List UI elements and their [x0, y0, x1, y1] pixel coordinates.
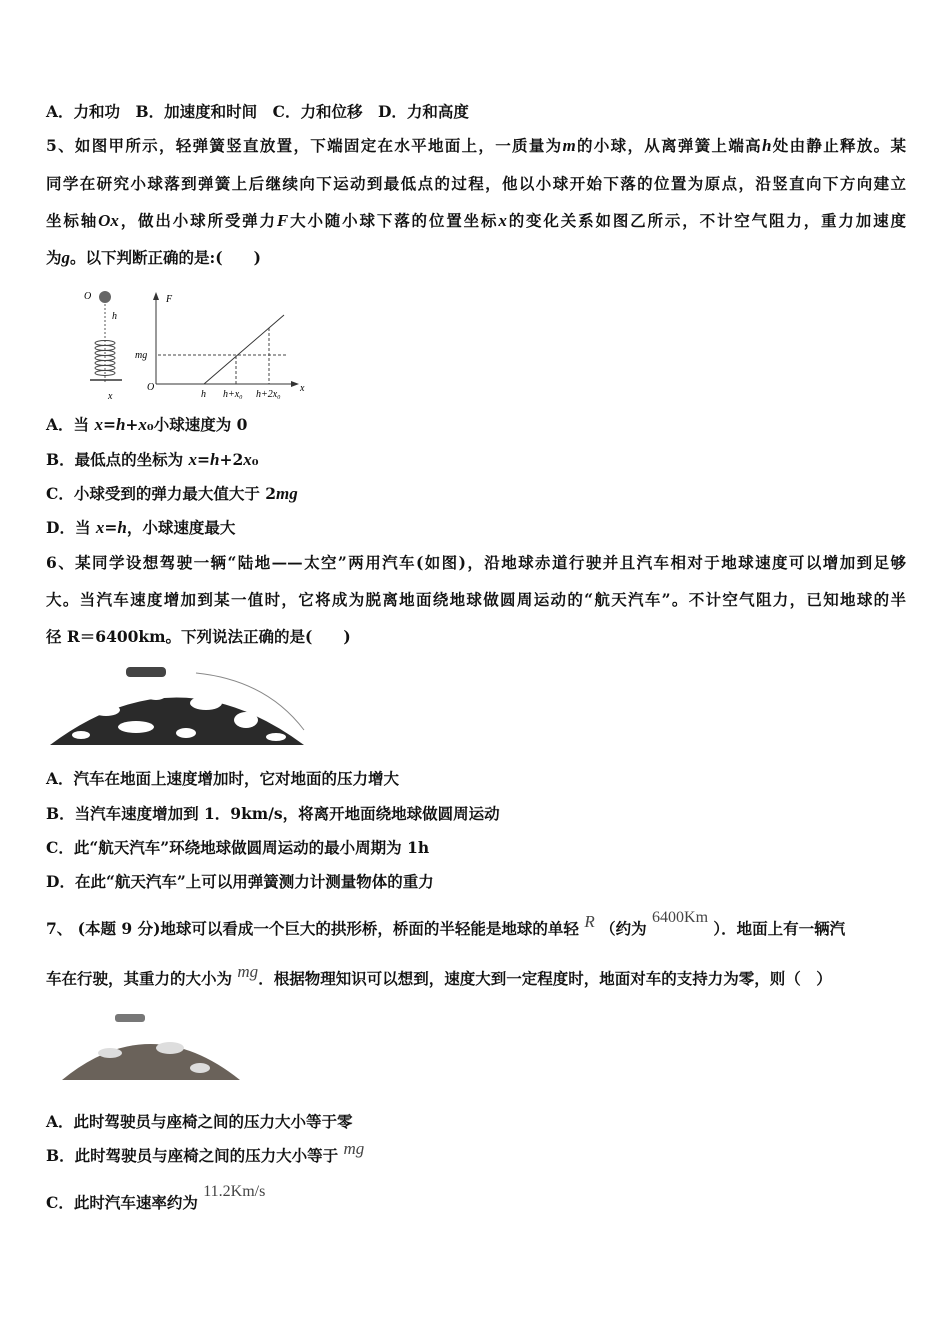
text-segment: B．此时驾驶员与座椅之间的压力大小等于	[46, 1146, 344, 1165]
math-text: mg	[237, 962, 259, 981]
q7-option-c[interactable]	[46, 1183, 266, 1214]
fig-label-O: O	[84, 291, 92, 302]
math-text: F	[276, 211, 289, 230]
text-segment: C．此时汽车速率约为	[46, 1193, 204, 1212]
math-text: R	[584, 912, 595, 931]
q7-option-b[interactable]	[46, 1139, 365, 1166]
text-segment: ．根据物理知识可以想到，速度大到一定程度时，地面对车的支持力为零，则（ ）	[258, 969, 832, 988]
tick-h: h	[201, 389, 206, 400]
math-text: 6400Km	[652, 909, 709, 926]
text-segment: 为	[46, 248, 62, 267]
math-text: h	[115, 415, 126, 434]
text-segment: =	[104, 518, 118, 537]
math-text: 11.2Km/s	[203, 1183, 266, 1200]
q6-option-b[interactable]	[46, 804, 500, 824]
fig-label-x: x	[108, 391, 113, 402]
text-segment: A．汽车在地面上速度增加时，它对地面的压力增大	[46, 769, 400, 788]
q5-stem-line	[46, 211, 906, 231]
q5-stem-line	[46, 136, 906, 156]
q5-option-a[interactable]	[46, 415, 247, 435]
text-segment: 6、某同学设想驾驶一辆“陆地——太空”两用汽车(如图)，沿地球赤道行驶并且汽车相对于地球速度可以增加到足够	[46, 553, 906, 572]
text-segment: 大。当汽车速度增加到某一值时，它将成为脱离地面绕地球做圆周运动的“航天汽车”。不计空气阻力，已知地球的半	[46, 590, 906, 609]
math-text: h	[210, 450, 220, 469]
car-icon	[126, 667, 166, 677]
text-segment: A．当	[46, 415, 95, 434]
q6-stem-line	[46, 553, 906, 573]
math-text: g	[61, 248, 71, 267]
ball	[99, 291, 111, 303]
fig-label-x-axis: x	[300, 383, 305, 394]
q6-option-c[interactable]	[46, 838, 429, 858]
text-segment: D．在此“航天汽车”上可以用弹簧测力计测量物体的重力	[46, 872, 434, 891]
text-segment: 5、如图甲所示，轻弹簧竖直放置，下端固定在水平地面上，一质量为	[46, 136, 563, 155]
q4-options	[46, 102, 469, 122]
fig-label-h: h	[112, 311, 117, 322]
text-segment: +2	[219, 450, 244, 469]
math-text: h	[762, 136, 772, 155]
text-segment: D．当	[46, 518, 96, 537]
text-segment: +	[125, 415, 139, 434]
text-segment: 同学在研究小球落到弹簧上后继续向下运动到最低点的过程，他以小球开始下落的位置为原点，沿竖直向下方向建立	[46, 174, 906, 193]
q6-stem-line	[46, 590, 906, 610]
q6-stem-line	[46, 627, 351, 647]
math-text: h	[117, 518, 127, 537]
text-segment: 的小球，从离弹簧上端高	[575, 136, 762, 155]
text-segment: B．当汽车速度增加到 1．9km/s，将离开地面绕地球做圆周运动	[46, 804, 500, 823]
math-text: x	[498, 211, 507, 230]
q6-option-d[interactable]	[46, 872, 434, 892]
text-segment: 的变化关系如图乙所示，不计空气阻力，重力加速度	[506, 211, 906, 230]
text-segment: 7、 (本题 9 分)地球可以看成一个巨大的拱形桥，桥面的半轻能是地球的单轻	[46, 919, 585, 938]
q5-figure	[78, 286, 308, 404]
text-segment: 坐标轴	[46, 211, 99, 230]
text-segment: A．此时驾驶员与座椅之间的压力大小等于零	[46, 1112, 353, 1131]
q7-stem-line	[46, 909, 846, 940]
text-segment: （约为	[594, 919, 653, 938]
tick-h-2x0: h+2x₀	[256, 389, 281, 400]
text-segment: A．力和功 B．加速度和时间 C．力和位移 D．力和高度	[46, 102, 469, 121]
text-segment: 处由静止释放。某	[771, 136, 906, 155]
text-segment: B．最低点的坐标为	[46, 450, 189, 469]
text-segment: =	[102, 415, 116, 434]
fig-label-origin: O	[147, 382, 155, 393]
q5-option-d[interactable]	[46, 518, 235, 538]
math-text: x	[94, 415, 103, 434]
fig-label-mg: mg	[135, 350, 148, 361]
text-segment: 大小随小球下落的位置坐标	[288, 211, 499, 230]
earth-car-image-2	[60, 1008, 242, 1082]
text-segment: 。以下判断正确的是:( )	[70, 248, 261, 267]
text-segment: =	[197, 450, 210, 469]
text-segment: ）．地面上有一辆汽	[708, 919, 846, 938]
q5-option-c[interactable]	[46, 484, 298, 504]
text-segment: ₀小球速度为 0	[146, 415, 248, 434]
text-segment: ，小球速度最大	[126, 518, 236, 537]
q7-option-a[interactable]	[46, 1112, 353, 1132]
math-text: mg	[276, 484, 298, 503]
text-segment: 径 R＝6400km。下列说法正确的是( )	[46, 627, 351, 646]
math-text: x	[243, 450, 252, 469]
text-segment: C．小球受到的弹力最大值大于 2	[46, 484, 277, 503]
text-segment: 车在行驶，其重力的大小为	[46, 969, 238, 988]
text-segment: C．此“航天汽车”环绕地球做圆周运动的最小周期为 1h	[46, 838, 430, 857]
math-text: m	[562, 136, 576, 155]
car-icon	[115, 1014, 145, 1022]
q5-stem-line	[46, 248, 261, 268]
math-text: Ox	[98, 211, 119, 230]
math-text: x	[188, 450, 197, 469]
force-line	[204, 315, 284, 384]
text-segment: ，做出小球所受弹力	[118, 211, 277, 230]
q6-option-a[interactable]	[46, 769, 399, 789]
text-segment: ₀	[251, 450, 259, 469]
earth-car-image	[46, 655, 308, 747]
math-text: x	[138, 415, 147, 434]
fig-label-F: F	[166, 294, 173, 305]
q5-stem-line	[46, 174, 906, 194]
q7-stem-line	[46, 962, 832, 989]
tick-h-x0: h+x₀	[223, 389, 243, 400]
math-text: x	[95, 518, 105, 537]
math-text: mg	[343, 1139, 365, 1158]
q5-option-b[interactable]	[46, 450, 259, 470]
